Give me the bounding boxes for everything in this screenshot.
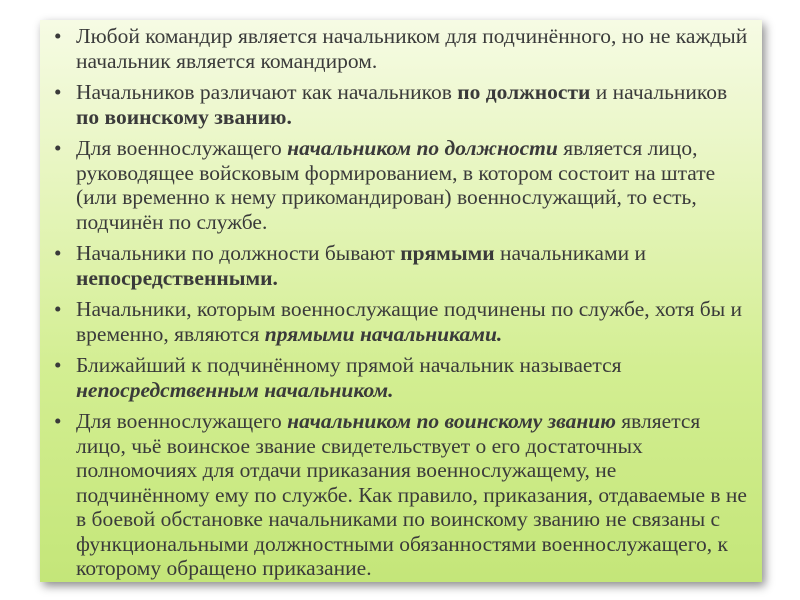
text-segment: Начальники по должности бывают xyxy=(76,241,401,265)
bullet-icon: • xyxy=(54,241,62,265)
text-segment: является лицо, чьё воинское звание свидетельствует о его достаточных полномочиях для отдачи приказания военнослужащему, не подчинённому ему по службе. Как правило, приказания, отдаваемые в не в боевой обстановке начальниками по воинскому званию не связаны с функциональными должностными обязанностями военнослужащего, к которому обращено приказание. xyxy=(76,409,747,580)
emphasis-text: непосредственным начальником. xyxy=(76,377,394,402)
bullet-icon: • xyxy=(54,136,62,160)
bullet-list xyxy=(52,24,752,581)
emphasis-text: по воинскому званию. xyxy=(76,104,292,129)
text-segment: Начальников различают как начальников xyxy=(76,80,458,104)
text-segment: Любой командир является начальником для подчинённого, но не каждый начальник является командиром. xyxy=(76,24,748,73)
emphasis-text: начальником по должности xyxy=(287,136,558,160)
content-panel xyxy=(40,20,762,582)
bullet-icon: • xyxy=(54,80,62,104)
emphasis-text: прямыми начальниками. xyxy=(264,321,503,346)
text-segment: и начальников xyxy=(590,80,728,104)
emphasis-text: непосредственными. xyxy=(76,265,278,290)
bullet-icon: • xyxy=(54,353,62,377)
emphasis-text: начальником по воинскому званию xyxy=(287,409,616,433)
bullet-item xyxy=(52,80,752,129)
text-segment: Для военнослужащего xyxy=(76,136,288,160)
emphasis-text: прямыми xyxy=(400,241,495,265)
text-segment: Начальники, которым военнослужащие подчинены по службе, хотя бы и временно, являются xyxy=(76,297,743,346)
text-segment: Ближайший к подчинённому прямой начальник называется xyxy=(76,353,622,377)
bullet-icon: • xyxy=(54,297,62,321)
bullet-icon: • xyxy=(54,409,62,433)
bullet-item xyxy=(52,409,752,581)
bullet-item xyxy=(52,241,752,290)
bullet-icon: • xyxy=(54,24,62,48)
bullet-item xyxy=(52,297,752,346)
text-segment: является лицо, руководящее войсковым формированием, в котором состоит на штате (или временно к нему прикомандирован) военнослужащий, то есть, подчинён по службе. xyxy=(76,136,716,234)
emphasis-text: по должности xyxy=(457,80,591,104)
text-segment: Для военнослужащего xyxy=(76,409,288,433)
bullet-item xyxy=(52,136,752,234)
bullet-item xyxy=(52,24,752,73)
text-segment: начальниками и xyxy=(494,241,646,265)
bullet-item xyxy=(52,353,752,402)
